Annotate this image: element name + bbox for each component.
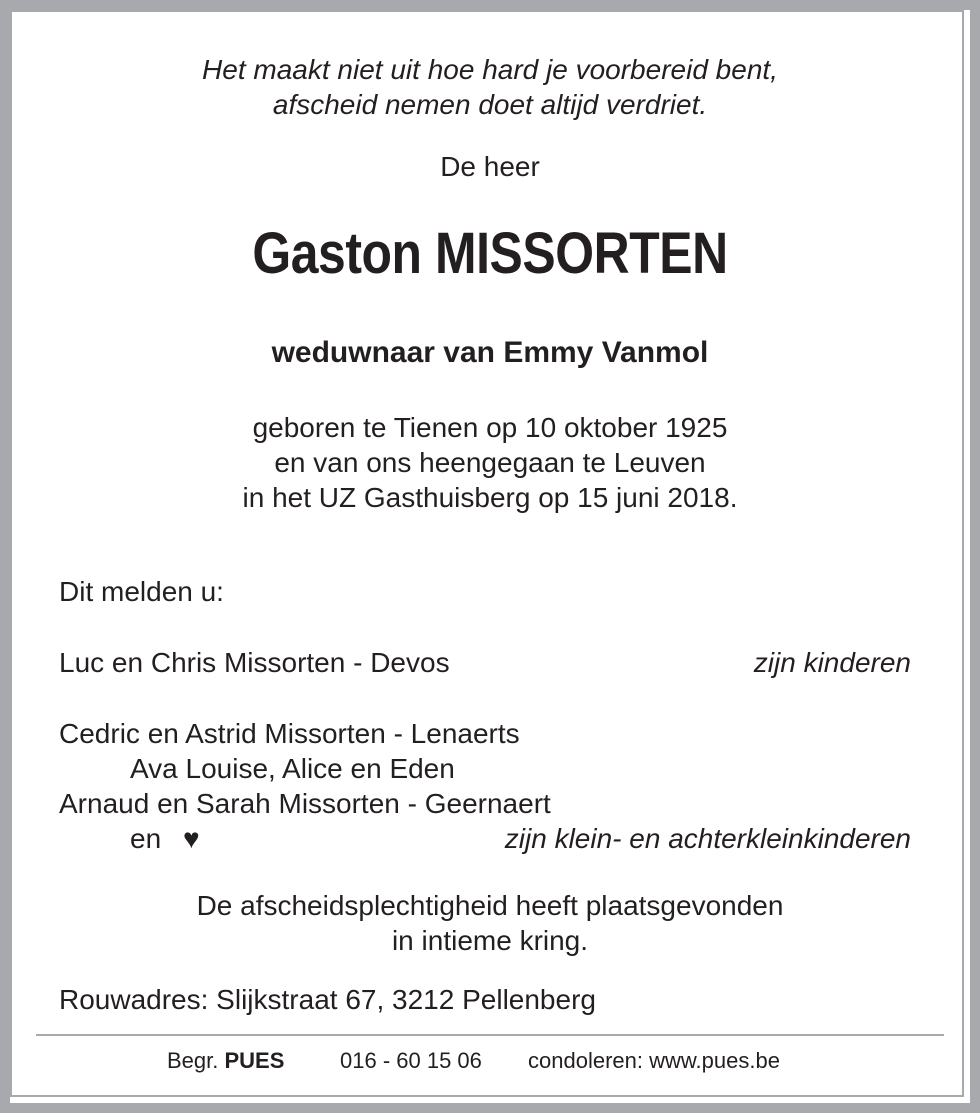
grandchildren-line-1: Cedric en Astrid Missorten - Lenaerts [59, 718, 520, 749]
en-text: en [130, 823, 162, 854]
begr-label: Begr. [167, 1048, 219, 1073]
grandchildren-role: zijn klein- en achterkleinkinderen [504, 823, 911, 854]
heart-icon: ♥ [182, 823, 200, 854]
salutation: De heer [440, 151, 540, 182]
children-role: zijn kinderen [753, 647, 911, 678]
hospital-line: in het UZ Gasthuisberg op 15 juni 2018. [242, 482, 738, 513]
birth-line: geboren te Tienen op 10 oktober 1925 [252, 412, 728, 443]
ceremony-line-2: in intieme kring. [391, 925, 589, 956]
deceased-name: Gaston MISSORTEN [252, 221, 728, 286]
death-line: en van ons heengegaan te Leuven [274, 447, 706, 478]
grandchildren-line-4 [130, 823, 200, 855]
children-names: Luc en Chris Missorten - Devos [59, 647, 450, 678]
footer-phone: 016 - 60 15 06 [340, 1048, 482, 1073]
relation-line: weduwnaar van Emmy Vanmol [271, 336, 709, 369]
mourning-address: Rouwadres: Slijkstraat 67, 3212 Pellenberg [59, 984, 596, 1015]
grandchildren-line-2: Ava Louise, Alice en Eden [130, 753, 455, 784]
grandchildren-line-3: Arnaud en Sarah Missorten - Geernaert [59, 788, 551, 819]
funeral-home-name: PUES [224, 1048, 285, 1073]
ceremony-line-1: De afscheidsplechtigheid heeft plaatsgevonden [196, 890, 784, 921]
footer-divider [36, 1034, 944, 1036]
footer-begr [167, 1048, 284, 1074]
announce-line: Dit melden u: [59, 576, 224, 607]
footer-condolences: condoleren: www.pues.be [528, 1048, 780, 1073]
quote-line-1: Het maakt niet uit hoe hard je voorbereid bent, [202, 54, 778, 85]
quote-line-2: afscheid nemen doet altijd verdriet. [272, 89, 708, 120]
